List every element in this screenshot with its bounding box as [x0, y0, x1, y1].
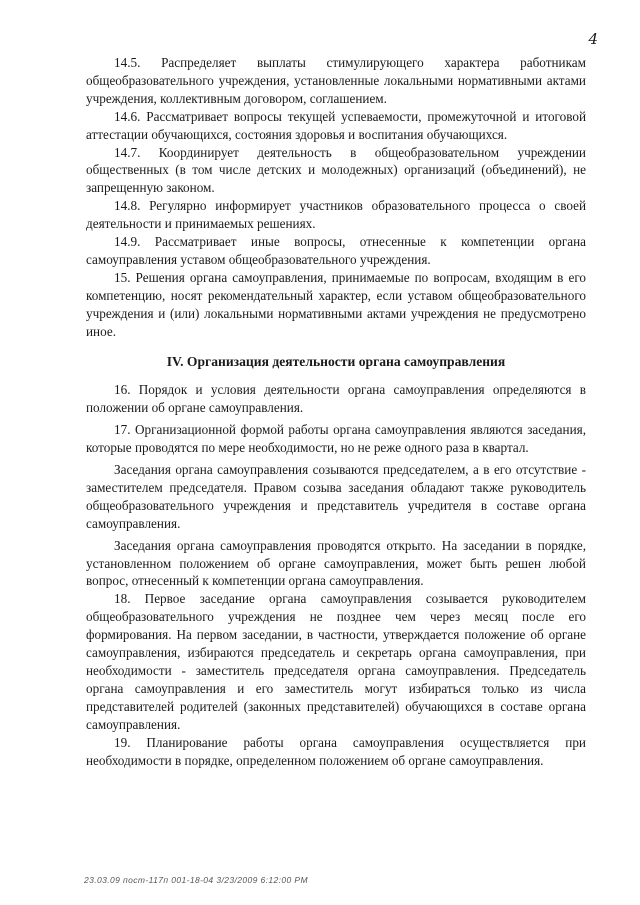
paragraph-17-open-meetings: Заседания органа самоуправления проводятся открыто. На заседании в порядке, установленном положением об органе самоуправления, может быть решен любой вопрос, отнесенный к компетенции органа самоуправления.	[86, 537, 586, 589]
paragraph-14-5: 14.5. Распределяет выплаты стимулирующего характера работникам общеобразовательного учреждения, установленные локальными нормативными актами учреждения, коллективным договором, соглашением.	[86, 55, 586, 106]
paragraph-14-9: 14.9. Рассматривает иные вопросы, отнесенные к компетенции органа самоуправления уставом общеобразовательного учреждения.	[86, 234, 586, 267]
section-heading: IV. Организация деятельности органа самоуправления	[166, 353, 506, 369]
footer-stamp: 23.03.09 пост-117п 001-18-04 3/23/2009 6:12:00 PM	[84, 875, 308, 885]
paragraph-14-6: 14.6. Рассматривает вопросы текущей успеваемости, промежуточной и итоговой аттестации обучающихся, состояния здоровья и воспитания обучающихся.	[86, 108, 586, 142]
paragraph-16: 16. Порядок и условия деятельности органа самоуправления определяются в положении об органе самоуправления.	[86, 382, 586, 416]
paragraph-17-convening: Заседания органа самоуправления созываются председателем, а в его отсутствие - заместителем председателя. Правом созыва заседания обладают также руководитель общеобразовательного учреждения и представитель учредителя в составе органа самоуправления.	[86, 462, 586, 531]
paragraph-15: 15. Решения органа самоуправления, принимаемые по вопросам, входящим в его компетенцию, носят рекомендательный характер, если уставом общеобразовательного учреждения и (или) локальными нормативными актами учреждения не предусмотрено иное.	[86, 269, 586, 339]
paragraph-19: 19. Планирование работы органа самоуправления осуществляется при необходимости в порядке, определенном положением об органе самоуправления.	[86, 734, 586, 768]
document-body	[86, 54, 586, 769]
page-number: 4	[588, 30, 598, 48]
paragraph-18: 18. Первое заседание органа самоуправления созывается руководителем общеобразовательного учреждения не позднее чем через месяц после его формирования. На первом заседании, в частности, утверждается положение об органе самоуправления, избираются председатель и секретарь органа самоуправления, при необходимости - заместитель председателя органа самоуправления. Председатель органа самоуправления и его заместитель могут избираться только из числа представителей родителей (законных представителей) обучающихся в составе органа самоуправления.	[86, 591, 586, 732]
paragraph-14-7: 14.7. Координирует деятельность в общеобразовательном учреждении общественных (в том числе детских и молодежных) организаций (объединений), не запрещенную законом.	[86, 144, 586, 196]
paragraph-17: 17. Организационной формой работы органа самоуправления являются заседания, которые проводятся по мере необходимости, но не реже одного раза в квартал.	[86, 422, 586, 456]
paragraph-14-8: 14.8. Регулярно информирует участников образовательного процесса о своей деятельности и принимаемых решениях.	[86, 198, 586, 232]
